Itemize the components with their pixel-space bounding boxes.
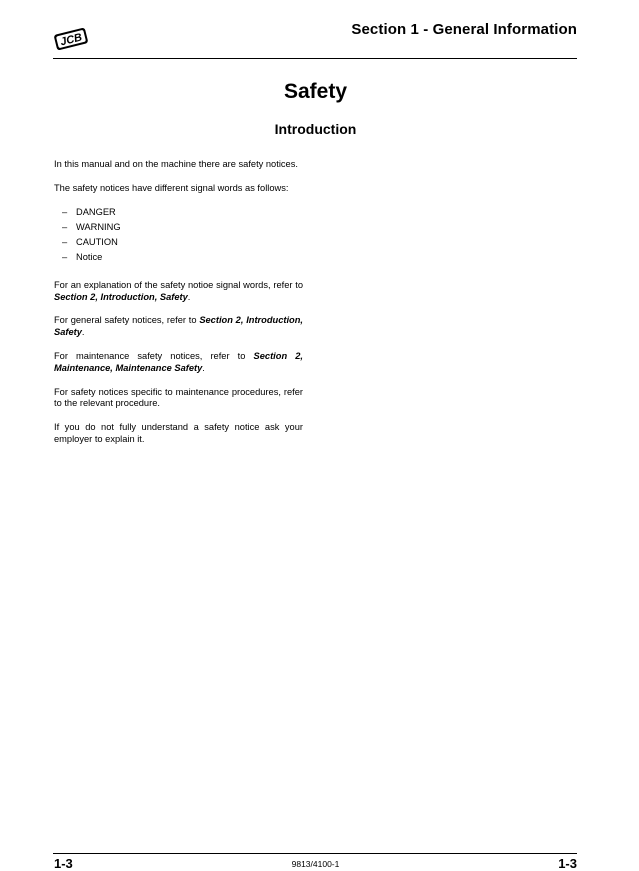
list-item: – WARNING (62, 221, 121, 232)
signal-word: Notice (76, 252, 103, 263)
paragraph: For general safety notices, refer to Section 2, Introduction, Safety. (54, 315, 303, 338)
paragraph: For maintenance safety notices, refer to Section 2, Maintenance, Maintenance Safety. (54, 350, 303, 373)
list-item: – Notice (62, 252, 103, 263)
signal-word: CAUTION (76, 237, 118, 248)
svg-text:JCB: JCB (59, 31, 84, 49)
footer-rule (53, 853, 577, 854)
paragraph: In this manual and on the machine there are safety notices. (54, 159, 298, 169)
list-item: – CAUTION (62, 237, 118, 248)
paragraph-text: For an explanation of the safety notioe signal words, refer to (54, 279, 303, 290)
signal-word: WARNING (76, 221, 121, 232)
paragraph: The safety notices have different signal words as follows: (54, 182, 289, 193)
page-title: Safety (283, 80, 348, 103)
page-number-left: 1-3 (54, 856, 73, 871)
paragraph: For safety notices specific to maintenance procedures, refer to the relevant procedure. (54, 386, 303, 409)
document-number: 9813/4100-1 (291, 859, 340, 869)
body-text (54, 159, 303, 446)
paragraph-text: For general safety notices, refer to (54, 315, 200, 326)
signal-word: DANGER (76, 206, 116, 217)
list-item: – DANGER (62, 206, 116, 217)
page-number-right: 1-3 (558, 856, 577, 871)
page-subtitle: Introduction (274, 121, 357, 137)
cross-reference: Section 2, Introduction, Safety (54, 291, 188, 302)
section-heading: Section 1 - General Information (351, 21, 577, 38)
paragraph: If you do not fully understand a safety notice ask your employer to explain it. (54, 422, 303, 444)
jcb-logo (53, 26, 89, 52)
paragraph-text: For maintenance safety notices, refer to (54, 350, 254, 361)
header-rule (53, 58, 577, 59)
signal-word-list (54, 207, 303, 268)
cross-reference: Section 2, Maintenance, Maintenance Safety (54, 350, 303, 373)
cross-reference: Section 2, Introduction, Safety (54, 315, 303, 338)
paragraph: For an explanation of the safety notioe signal words, refer to Section 2, Introduction, Safety. (54, 279, 303, 302)
